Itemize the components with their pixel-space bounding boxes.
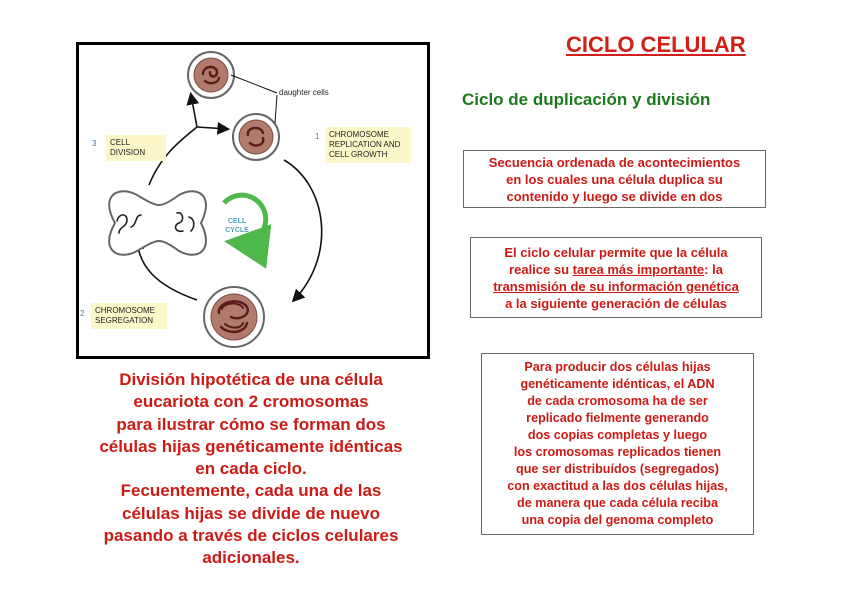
explanation-line: Para producir dos células hijas <box>524 360 711 374</box>
page-title: CICLO CELULAR <box>566 32 746 57</box>
importance-line-1: El ciclo celular permite que la célula <box>504 244 728 260</box>
stage-3-label: CELL DIVISION <box>106 135 166 161</box>
stage-2-label: CHROMOSOME SEGREGATION <box>91 303 167 329</box>
caption-line: eucariota con 2 cromosomas <box>133 392 369 412</box>
segregating-cell <box>204 287 264 347</box>
cell-cycle-center-icon <box>224 195 266 243</box>
importance-line-4: a la siguiente generación de células <box>505 295 727 311</box>
caption-line: en cada ciclo. <box>195 459 307 479</box>
daughter-cell-top <box>188 52 234 98</box>
caption-line: División hipotética de una célula <box>119 370 383 389</box>
cell-cycle-figure <box>76 42 430 359</box>
explanation-line: con exactitud a las dos células hijas, <box>507 479 728 493</box>
caption-line: adicionales. <box>202 548 300 568</box>
explanation-line: de manera que cada célula reciba <box>517 496 718 510</box>
daughter-cell-right <box>233 114 279 160</box>
importance-line-2-post: : la <box>704 261 723 277</box>
cycle-arrow-right <box>284 160 322 300</box>
daughter-arrow-up <box>191 95 197 127</box>
stage-1-label: CHROMOSOME REPLICATION AND CELL GROWTH <box>325 127 411 163</box>
explanation-box <box>481 353 754 535</box>
explanation-line: dos copias completas y luego <box>527 428 708 442</box>
center-label-line2: CYCLE <box>225 227 249 234</box>
caption-line: células hijas genéticamente idénticas <box>99 436 403 456</box>
importance-line-2 <box>509 261 723 278</box>
caption-line: células hijas se divide de nuevo <box>122 503 380 523</box>
dividing-cell <box>109 191 206 255</box>
stage-2-number: 2 <box>80 309 85 318</box>
importance-box <box>470 237 762 318</box>
daughter-arrow-down <box>197 127 227 129</box>
explanation-line: replicado fielmente generando <box>526 411 709 425</box>
importance-line-2-pre: realice su <box>509 261 573 277</box>
key-task-phrase: tarea más importante <box>572 261 705 277</box>
center-label-line1: CELL <box>227 218 247 225</box>
figure-caption <box>60 369 442 570</box>
definition-line: contenido y luego se divide en dos <box>506 188 723 204</box>
caption-line: Fecuentemente, cada una de las <box>120 481 382 501</box>
definition-box <box>463 150 766 208</box>
stage-3-number: 3 <box>92 139 97 148</box>
caption-line: para ilustrar cómo se forman dos <box>116 414 386 434</box>
definition-line: en los cuales una célula duplica su <box>506 171 723 187</box>
importance-line-3: transmisión de su información genética <box>493 278 739 294</box>
page-subtitle: Ciclo de duplicación y división <box>462 90 711 109</box>
stage-1-number: 1 <box>315 132 320 141</box>
definition-line: Secuencia ordenada de acontecimientos <box>488 154 741 170</box>
daughter-cells-label: daughter cells <box>279 88 329 97</box>
explanation-line: genéticamente idénticas, el ADN <box>520 377 715 391</box>
explanation-line: de cada cromosoma ha de ser <box>527 394 708 408</box>
caption-line: pasando a través de ciclos celulares <box>103 526 399 546</box>
explanation-line: los cromosomas replicados tienen <box>513 445 722 459</box>
explanation-line: una copia del genoma completo <box>521 513 714 527</box>
explanation-line: que ser distribuídos (segregados) <box>516 462 719 476</box>
